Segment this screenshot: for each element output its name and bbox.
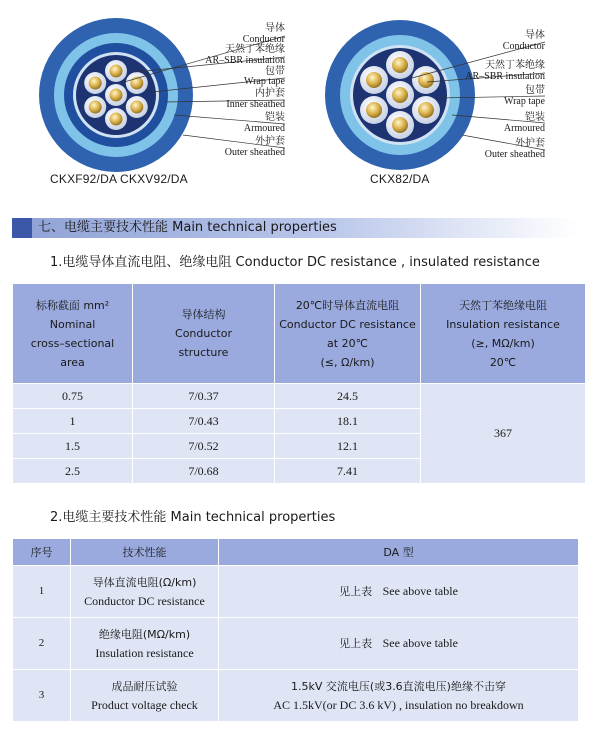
table2-header-row	[13, 539, 579, 566]
cell-value: 见上表 See above table	[219, 618, 579, 670]
header-structure: 导体结构 Conductor structure	[133, 284, 275, 384]
cell-area: 0.75	[13, 384, 133, 409]
cell-property: 成品耐压试验 Product voltage check	[71, 670, 219, 722]
cell-area: 1	[13, 409, 133, 434]
table1-title: 1.电缆导体直流电阻、绝缘电阻 Conductor DC resistance , insulated resistance	[50, 255, 540, 270]
right-label-en-1: AR–SBR insulation	[465, 71, 545, 82]
left-label-cn-3: 内护套	[255, 88, 285, 99]
cell-area: 2.5	[13, 459, 133, 484]
cell-structure: 7/0.52	[133, 434, 275, 459]
left-label-en-5: Outer sheathed	[224, 147, 285, 158]
table-row	[13, 670, 579, 722]
left-label-en-1: AR–SBR insulation	[205, 55, 285, 66]
cell-structure: 7/0.68	[133, 459, 275, 484]
cell-resistance: 18.1	[275, 409, 421, 434]
left-label-en-0: Conductor	[242, 34, 285, 45]
right-label-en-3: Armoured	[503, 123, 545, 134]
right-label-cn-1: 天然丁苯绝缘	[485, 60, 545, 71]
cell-value: 见上表 See above table	[219, 566, 579, 618]
cell-no: 2	[13, 618, 71, 670]
right-label-cn-0: 导体	[525, 30, 545, 41]
properties-table	[12, 538, 579, 722]
cell-no: 1	[13, 566, 71, 618]
right-cable-caption: CKX82/DA	[370, 172, 430, 186]
cell-value: 1.5kV 交流电压(或3.6直流电压)绝缘不击穿 AC 1.5kV(or DC 3.6 kV) , insulation no breakdown	[219, 670, 579, 722]
leader-lines	[0, 0, 590, 200]
header-area: 标称截面 mm² Nominal cross–sectional area	[13, 284, 133, 384]
section-title: 七、电缆主要技术性能 Main technical properties	[38, 220, 337, 235]
cell-property: 导体直流电阻(Ω/km) Conductor DC resistance	[71, 566, 219, 618]
table1-header-row	[13, 284, 586, 384]
left-label-cn-0: 导体	[265, 23, 285, 34]
cell-resistance: 7.41	[275, 459, 421, 484]
cell-no: 3	[13, 670, 71, 722]
cell-property: 绝缘电阻(MΩ/km) Insulation resistance	[71, 618, 219, 670]
resistance-table	[12, 283, 586, 484]
left-label-en-2: Wrap tape	[244, 76, 285, 87]
left-label-cn-5: 外护套	[255, 136, 285, 147]
cell-resistance: 12.1	[275, 434, 421, 459]
left-cable-caption: CKXF92/DA CKXV92/DA	[50, 172, 188, 186]
left-label-en-4: Armoured	[243, 123, 285, 134]
left-label-cn-1: 天然丁苯绝缘	[225, 44, 285, 55]
header-dc-resistance: 20℃时导体直流电阻 Conductor DC resistance at 20℃ (≤, Ω/km)	[275, 284, 421, 384]
table-row	[13, 566, 579, 618]
header-insulation: 天然丁苯绝缘电阻 Insulation resistance (≥, MΩ/km) 20℃	[421, 284, 586, 384]
cell-insulation: 367	[421, 384, 586, 484]
cell-structure: 7/0.43	[133, 409, 275, 434]
table-row	[13, 384, 586, 409]
header-property: 技术性能	[71, 539, 219, 566]
cell-resistance: 24.5	[275, 384, 421, 409]
right-label-en-0: Conductor	[502, 41, 545, 52]
cell-structure: 7/0.37	[133, 384, 275, 409]
right-label-cn-3: 铠装	[525, 112, 545, 123]
header-no: 序号	[13, 539, 71, 566]
right-label-cn-4: 外护套	[515, 138, 545, 149]
section-marker	[12, 218, 32, 238]
table2-title: 2.电缆主要技术性能 Main technical properties	[50, 510, 336, 525]
right-label-en-2: Wrap tape	[504, 96, 545, 107]
table-row	[13, 618, 579, 670]
cell-area: 1.5	[13, 434, 133, 459]
left-label-en-3: Inner sheathed	[226, 99, 285, 110]
right-label-cn-2: 包带	[525, 85, 545, 96]
left-label-cn-2: 包带	[265, 66, 285, 77]
header-da-type: DA 型	[219, 539, 579, 566]
left-label-cn-4: 铠装	[265, 112, 285, 123]
right-label-en-4: Outer sheathed	[484, 149, 545, 160]
